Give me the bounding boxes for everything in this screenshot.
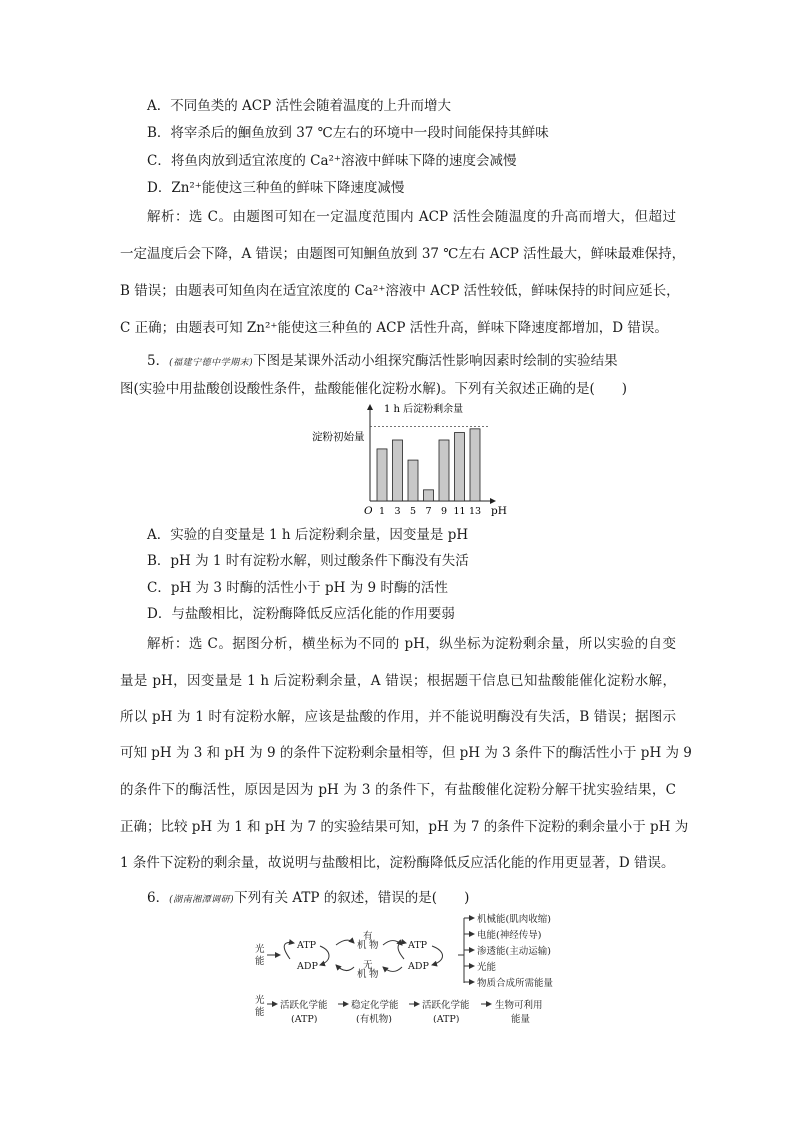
q6-number: 6． (147, 890, 170, 906)
chart-x-tick-label: 3 (394, 506, 401, 517)
chart-reference-label: 淀粉初始量 (312, 431, 365, 443)
atp-label: ATP (297, 940, 317, 951)
flow-step-3: 活跃化学能 (422, 1000, 470, 1011)
chart-x-tick-label: 5 (409, 506, 417, 517)
q5-bar-chart (290, 400, 520, 520)
q5-option-a: A．实验的自变量是 1 h 后淀粉剩余量，因变量是 pH (147, 527, 469, 543)
q5-stem-text: 下图是某课外活动小组探究酶活性影响因素时绘制的实验结果 (253, 353, 618, 369)
flow-sub-1: (ATP) (291, 1014, 318, 1023)
synthesis-arc-2 (398, 943, 406, 959)
q4-option-c: C．将鱼肉放到适宜浓度的 Ca²⁺溶液中鲜味下降的速度会减慢 (147, 153, 517, 169)
chart-x-tick-label: 11 (453, 506, 466, 517)
output-osmotic: 渗透能(主动运输) (477, 946, 551, 957)
chart-y-axis-label: 1 h 后淀粉剩余量 (384, 404, 464, 415)
chart-bar (424, 490, 434, 501)
chart-x-tick-label: 7 (425, 506, 432, 517)
flow-sub-4: 能量 (511, 1014, 531, 1023)
q5-analysis-line: 1 条件下淀粉的剩余量，故说明与盐酸相比，淀粉酶降低反应活化能的作用更显著，D 错误。 (120, 855, 675, 871)
q4-option-d: D．Zn²⁺能使这三种鱼的鲜味下降速度减慢 (147, 180, 405, 196)
q4-analysis-line: 解析：选 C。由题图可知在一定温度范围内 ACP 活性会随温度的升高而增大，但超过 (147, 209, 676, 225)
inorganic-arrow (336, 965, 354, 971)
flow-step-1: 活跃化学能 (280, 1000, 328, 1011)
output-electrical: 电能(神经传导) (477, 930, 542, 941)
output-synthesis: 物质合成所需能量 (477, 978, 554, 989)
flow-light-label: 能 (255, 1007, 265, 1018)
q5-source: (福建宁德中学期末) (169, 358, 254, 368)
q6-stem-text: 下列有关 ATP 的叙述，错误的是( ) (234, 890, 470, 906)
chart-x-axis-arrow (490, 498, 496, 504)
atp-cycle-diagram (240, 905, 580, 1023)
q5-analysis-line: 正确；比较 pH 为 1 和 pH 为 7 的实验结果可知，pH 为 7 的条件下淀粉的剩余量小于 pH 为 (120, 819, 689, 835)
inorganic-label: 物 (369, 969, 379, 980)
chart-bar (408, 460, 418, 501)
q5-option-d: D．与盐酸相比，淀粉酶降低反应活化能的作用要弱 (147, 606, 455, 622)
q5-analysis-line: 所以 pH 为 1 时有淀粉水解，应该是盐酸的作用，并不能说明酶没有失活，B 错误；据图示 (120, 709, 676, 725)
chart-bar (377, 449, 387, 501)
chart-bar (470, 429, 480, 501)
output-light: 光能 (477, 962, 497, 973)
chart-bar (455, 433, 465, 501)
chart-bar (439, 440, 449, 501)
q5-stem (147, 352, 618, 372)
q5-option-b: B．pH 为 1 时有淀粉水解，则过酸条件下酶没有失活 (147, 553, 469, 569)
chart-x-tick-label: 9 (440, 506, 448, 517)
chart-y-axis-arrow (367, 404, 373, 410)
chart-x-tick-label: 13 (468, 506, 482, 517)
output-bracket (458, 918, 464, 983)
adp-label: ADP (408, 961, 429, 972)
light-energy-label: 光 (255, 944, 265, 955)
chart-x-tick-label: 1 (378, 506, 386, 517)
flow-step-2: 稳定化学能 (351, 1000, 399, 1011)
q6-source: (湖南湘潭调研) (169, 895, 235, 905)
hydrolysis-arc (320, 946, 329, 965)
chart-origin-label: O (364, 505, 373, 517)
q5-analysis-line: 量是 pH，因变量是 1 h 后淀粉剩余量，A 错误；根据题干信息已知盐酸能催化淀粉水解， (120, 673, 676, 689)
q5-stem-line2: 图(实验中用盐酸创设酸性条件，盐酸能催化淀粉水解)。下列有关叙述正确的是( ) (120, 381, 628, 397)
flow-sub-2: (有机物) (356, 1014, 392, 1023)
q4-analysis-line: C 正确；由题表可知 Zn²⁺能使这三种鱼的 ACP 活性升高，鲜味下降速度都增加，D 错误。 (120, 320, 668, 336)
organic-label: 有 (363, 931, 373, 942)
inorganic-label: 机 (357, 969, 367, 980)
chart-x-axis-label: pH (491, 505, 507, 517)
q5-option-c: C．pH 为 3 时酶的活性小于 pH 为 9 时酶的活性 (147, 580, 448, 596)
q4-option-a: A．不同鱼类的 ACP 活性会随着温度的上升而增大 (147, 98, 451, 114)
resp-arrow-out (383, 967, 402, 972)
q5-number: 5． (147, 353, 170, 369)
inorganic-label: 无 (363, 960, 373, 971)
adp-label: ADP (297, 961, 318, 972)
output-mechanical: 机械能(肌肉收缩) (477, 914, 551, 925)
hydrolysis-arc-2 (432, 946, 443, 965)
q4-option-b: B．将宰杀后的鮰鱼放到 37 ℃左右的环境中一段时间能保持其鲜味 (147, 125, 549, 141)
q4-analysis-line: B 错误；由题表可知鱼肉在适宜浓度的 Ca²⁺溶液中 ACP 活性较低，鲜味保持的时间应延长， (120, 283, 680, 299)
organic-label: 物 (369, 940, 379, 951)
flow-step-4: 生物可利用 (495, 1000, 543, 1011)
flow-sub-3: (ATP) (433, 1014, 460, 1023)
q5-analysis-line: 解析：选 C。据图分析，横坐标为不同的 pH，纵坐标为淀粉剩余量，所以实验的自变 (147, 636, 676, 652)
q5-analysis-line: 的条件下的酶活性，原因是因为 pH 为 3 的条件下，有盐酸催化淀粉分解干扰实验结果，C (120, 782, 676, 798)
chart-bar (393, 440, 403, 501)
q5-analysis-line: 可知 pH 为 3 和 pH 为 9 的条件下淀粉剩余量相等，但 pH 为 3 条件下的酶活性小于 pH 为 9 (120, 745, 692, 761)
flow-light-label: 光 (255, 995, 265, 1006)
organic-label: 机 (357, 940, 367, 951)
organic-arrow (336, 940, 354, 945)
atp-label: ATP (408, 940, 428, 951)
q4-analysis-line: 一定温度后会下降，A 错误；由题图可知鮰鱼放到 37 ℃左右 ACP 活性最大，鲜味最难保持， (120, 246, 686, 262)
synthesis-arc (284, 943, 294, 959)
light-energy-label: 能 (255, 956, 265, 967)
